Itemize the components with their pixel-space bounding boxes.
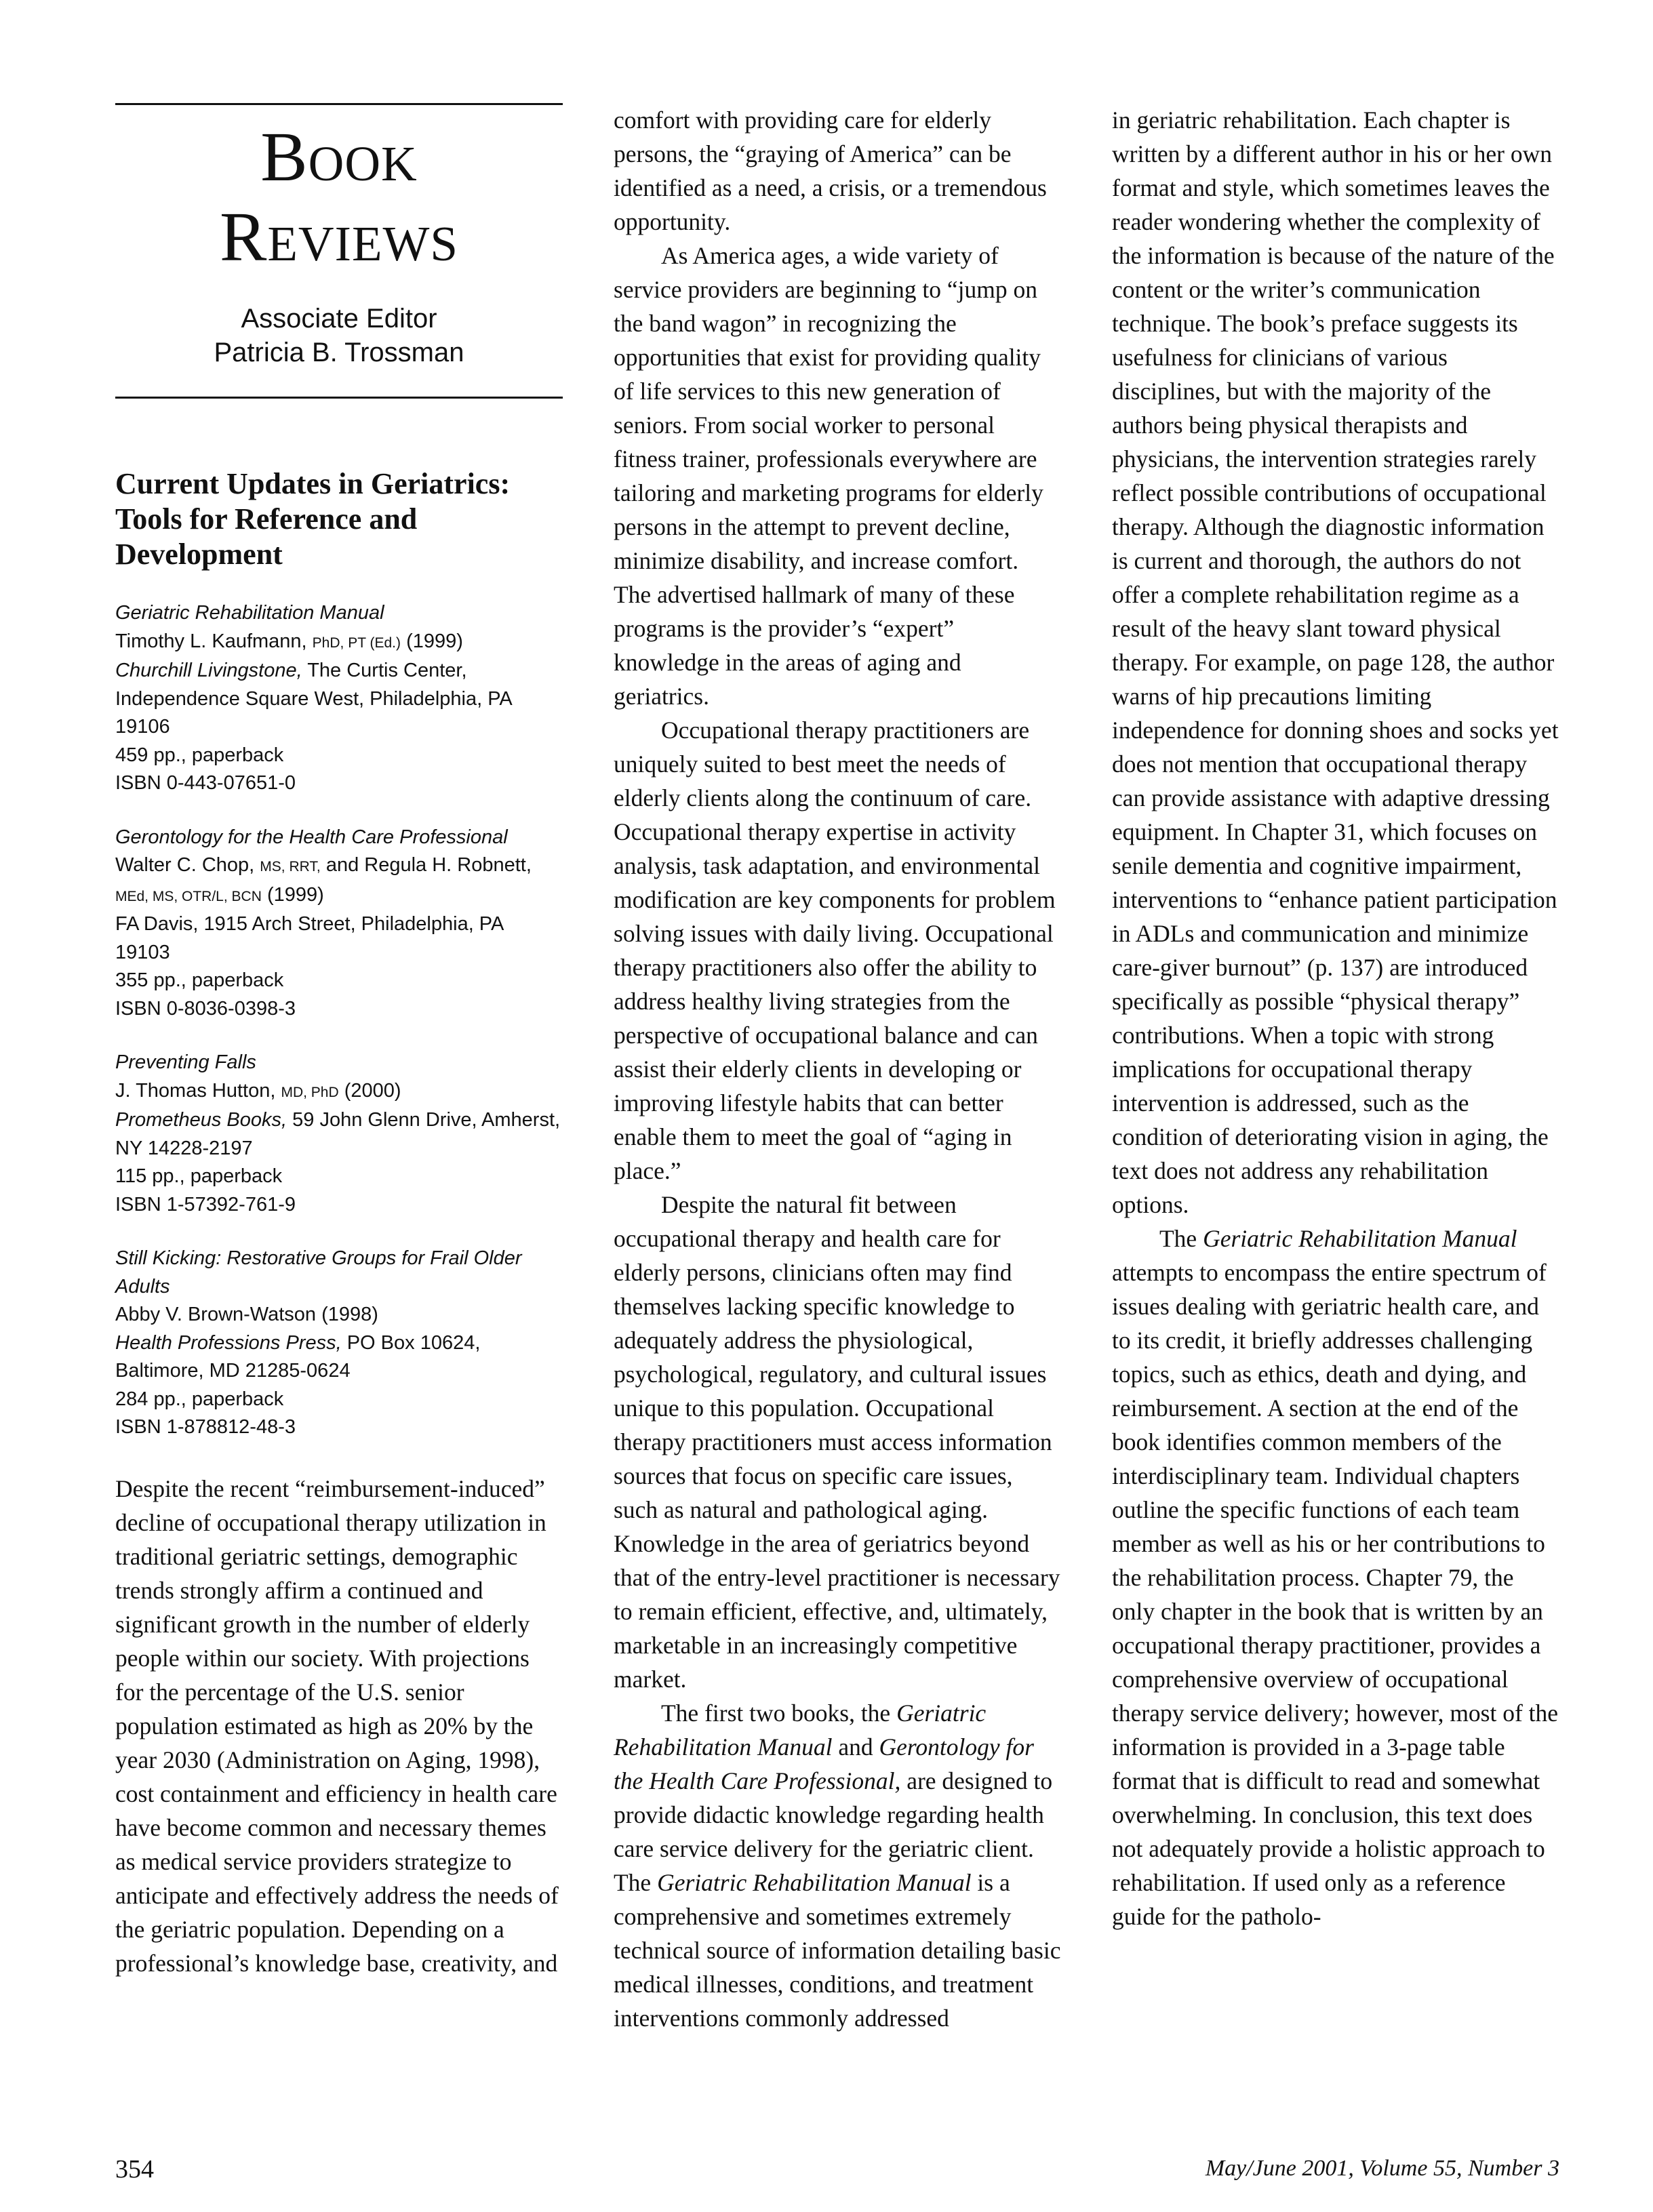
body-paragraph: As America ages, a wide variety of service providers are beginning to “jump on the band wagon” in recognizing the opportunities that exist for providing quality of life services to this new generation of seniors. From social worker to personal fitness trainer, professionals everywhere are tailoring and marketing programs for elderly persons in the attempt to prevent decline, minimize disability, and increase comfort. The advertised hallmark of many of these programs is the provider’s “expert” knowledge in the areas of aging and geriatrics. — [614, 242, 1043, 710]
middle-column — [614, 103, 1061, 2035]
book-author: Timothy L. Kaufmann, PhD, PT (Ed.) (1999) — [115, 630, 463, 652]
book-entry — [115, 824, 563, 1024]
book-title: Geriatric Rehabilitation Manual — [115, 602, 384, 624]
page-number: 354 — [115, 2155, 154, 2184]
book-isbn: ISBN 0-8036-0398-3 — [115, 997, 296, 1020]
book-publisher: FA Davis, 1915 Arch Street, Philadelphia, PA 19103 — [115, 913, 503, 963]
book-author: J. Thomas Hutton, MD, PhD (2000) — [115, 1079, 401, 1102]
associate-editor-role: Associate Editor — [241, 304, 437, 334]
associate-editor-name: Patricia B. Trossman — [214, 338, 464, 367]
book-isbn: ISBN 1-878812-48-3 — [115, 1416, 296, 1438]
associate-editor — [115, 302, 563, 369]
body-paragraph: Despite the natural fit between occupational therapy and health care for elderly persons, clinicians often may find themselves lacking specific knowledge to adequately address the physiological, psychological, regulatory, and cultural issues unique to this population. Occupational therapy practitioners must access information sources that focus on specific care issues, such as natural and pathological aging. Knowledge in the area of geriatrics beyond that of the entry-level practitioner is necessary to remain efficient, effective, and, ultimately, marketable in an increasingly competitive market. — [614, 1191, 1060, 1693]
article-title: Current Updates in Geriatrics: Tools for Reference and Development — [115, 467, 511, 571]
section-heading-line2: Reviews — [219, 198, 459, 276]
bottom-rule — [115, 397, 563, 399]
book-pages: 459 pp., paperback — [115, 744, 284, 766]
body-paragraph: comfort with providing care for elderly persons, the “graying of America” can be identified as a need, a crisis, or a tremendous opportunity. — [614, 106, 1047, 235]
book-title: Preventing Falls — [115, 1051, 256, 1073]
book-isbn: ISBN 0-443-07651-0 — [115, 772, 296, 794]
section-heading — [115, 117, 563, 277]
book-publisher: Churchill Livingstone, The Curtis Center, Independence Square West, Philadelphia, PA 19106 — [115, 660, 512, 738]
book-title: Gerontology for the Health Care Professional — [115, 826, 508, 848]
body-paragraph: The Geriatric Rehabilitation Manual attempts to encompass the entire spectrum of issues dealing with geriatric health care, and to its credit, it briefly addresses challenging topics, such as ethics, death and dying, and reimbursement. A section at the end of the book identifies common members of the interdisciplinary team. Individual chapters outline the specific functions of each team member as well as his or her contributions to the rehabilitation process. Chapter 79, the only chapter in the book that is written by an occupational therapy practitioner, provides a comprehensive overview of occupational therapy service delivery; however, most of the information is provided in a 3-page table format that is difficult to read and somewhat overwhelming. In conclusion, this text does not adequately provide a holistic approach to rehabilitation. If used only as a reference guide for the patholo- — [1112, 1225, 1559, 1930]
book-publisher: Prometheus Books, 59 John Glenn Drive, Amherst, NY 14228-2197 — [115, 1109, 561, 1159]
book-author: Abby V. Brown-Watson (1998) — [115, 1304, 378, 1325]
right-column — [1112, 103, 1559, 1933]
book-entry — [115, 599, 563, 798]
book-entry — [115, 1049, 563, 1219]
book-title: Still Kicking: Restorative Groups for Frail Older Adults — [115, 1247, 522, 1298]
book-entry — [115, 1245, 563, 1442]
issue-info: May/June 2001, Volume 55, Number 3 — [1205, 2156, 1559, 2181]
book-publisher: Health Professions Press, PO Box 10624, Baltimore, MD 21285-0624 — [115, 1331, 481, 1382]
book-pages: 284 pp., paperback — [115, 1388, 284, 1410]
book-author: Walter C. Chop, MS, RRT, and Regula H. Robnett, MEd, MS, OTR/L, BCN (1999) — [115, 854, 532, 906]
top-rule — [115, 103, 563, 105]
left-column — [115, 103, 563, 1980]
section-heading-line1: Book — [260, 118, 418, 196]
book-pages: 115 pp., paperback — [115, 1165, 283, 1187]
body-paragraph: Despite the recent “reimbursement-induced” decline of occupational therapy utilization in traditional geriatric settings, demographic trends strongly affirm a continued and significant growth in the number of elderly people within our society. With projections for the percentage of the U.S. senior population estimated as high as 20% by the year 2030 (Administration on Aging, 1998), cost containment and efficiency in health care have become common and necessary themes as medical service providers strategize to anticipate and effectively address the needs of the geriatric population. Depending on a professional’s knowledge base, creativity, and — [115, 1474, 559, 1977]
body-paragraph: Occupational therapy practitioners are uniquely suited to best meet the needs of elderly clients along the continuum of care. Occupational therapy expertise in activity analysis, task adaptation, and environmental modification are key components for problem solving issues with daily living. Occupational therapy practitioners also offer the ability to address healthy living strategies from the perspective of occupational balance and can assist their elderly clients in developing or improving lifestyle habits that can better enable them to meet the goal of “aging in place.” — [614, 717, 1056, 1184]
book-isbn: ISBN 1-57392-761-9 — [115, 1193, 296, 1215]
book-pages: 355 pp., paperback — [115, 969, 284, 991]
body-paragraph: in geriatric rehabilitation. Each chapter is written by a different author in his or her own format and style, which sometimes leaves the reader wondering whether the complexity of the information is because of the nature of the content or the writer’s communication technique. The book’s preface suggests its usefulness for clinicians of various disciplines, but with the majority of the authors being physical therapists and physicians, the intervention strategies rarely reflect possible contributions of occupational therapy. Although the diagnostic information is current and thorough, the authors do not offer a complete rehabilitation regime as a result of the heavy slant toward physical therapy. For example, on page 128, the author warns of hip precautions limiting independence for donning shoes and socks yet does not mention that occupational therapy can provide assistance with adaptive dressing equipment. In Chapter 31, which focuses on senile dementia and cognitive impairment, interventions to “enhance patient participation in ADLs and communication and minimize care-giver burnout” (p. 137) are introduced specifically as possible “physical therapy” contributions. When a topic with strong implications for occupational therapy intervention is addressed, such as the condition of deteriorating vision in aging, the text does not address any rehabilitation options. — [1112, 106, 1559, 1218]
body-paragraph: The first two books, the Geriatric Rehabilitation Manual and Gerontology for the Health Care Professional, are designed to provide didactic knowledge regarding health care service delivery for the geriatric client. The Geriatric Rehabilitation Manual is a comprehensive and sometimes extremely technical source of information detailing basic medical illnesses, conditions, and treatment interventions commonly addressed — [614, 1700, 1061, 2032]
